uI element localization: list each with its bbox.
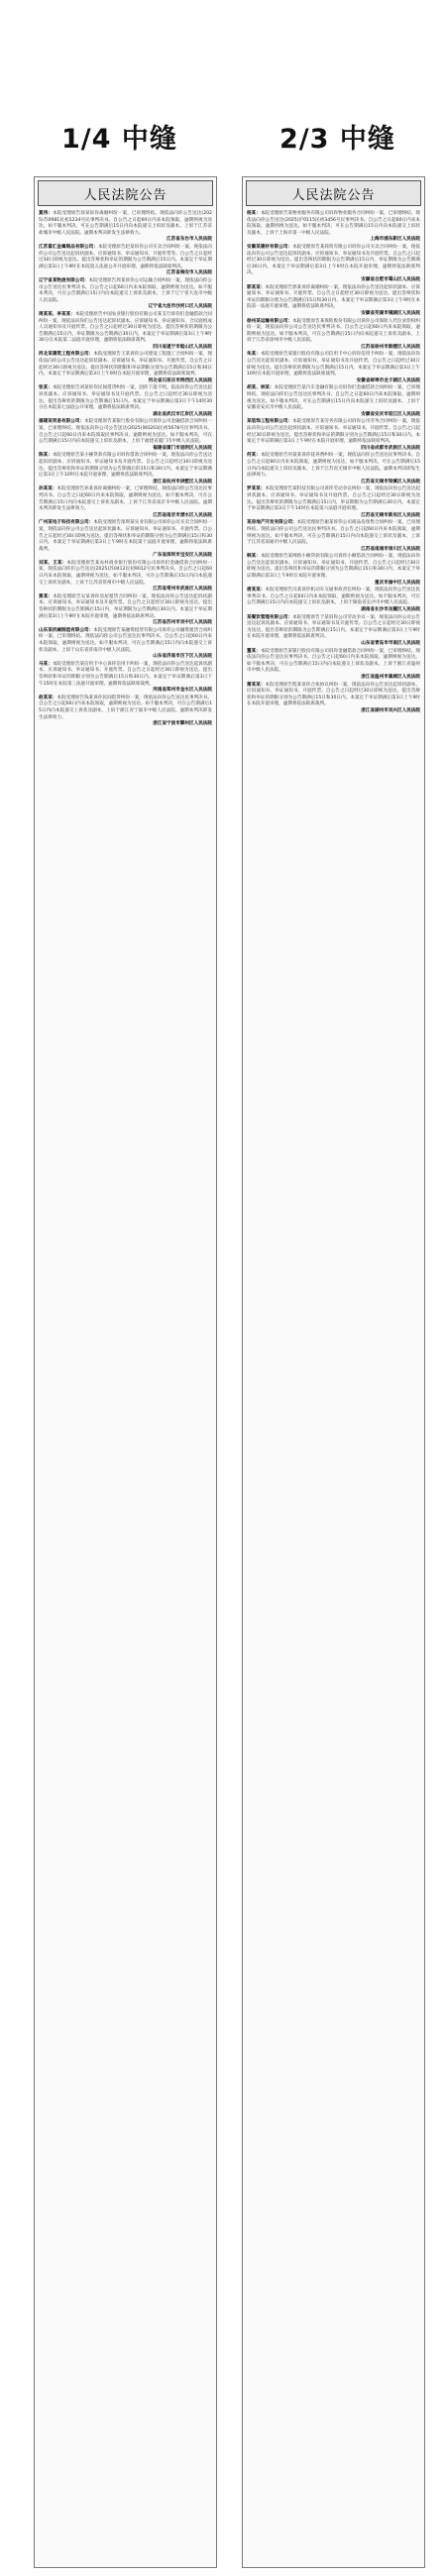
notice-text: 本院受理原告某商贸有限公司诉你公司买卖合同纠纷一案，现依法向你公司公告送达起诉状副本、应诉通知书、举证通知书及开庭传票。自公告之日起经过30日即视为送达。提出答辩状的期限为公告期满后15日内，举证期限为公告期满后30日内。本案定于举证期满后第3日上午9时在本院开庭审理，逾期将依法缺席判决。 <box>247 244 420 276</box>
notice-court: 安徽省安庆市迎江区人民法院 <box>361 411 420 417</box>
announcement-column-right <box>242 176 425 2568</box>
notice-item <box>39 628 212 661</box>
notice-item <box>39 486 212 519</box>
notice-party: 徐州某运输有限公司： <box>247 318 293 324</box>
notice-item <box>247 211 420 244</box>
notice-list <box>35 209 216 728</box>
notice-party: 董某： <box>247 648 261 654</box>
notice-item <box>247 285 420 318</box>
notice-item <box>247 453 420 485</box>
notice-party: 陈某： <box>39 453 53 459</box>
notice-party: 夏伟： <box>39 211 54 216</box>
notice-text: 本院受理原告刘某诉你民间借贷纠纷一案，因你下落不明，依法向你公告送达起诉状副本、应诉通知书、举证通知书及开庭传票。自公告之日起经过30日即视为送达。提出答辩状的期限为公告期满后15日内。本案定于举证期满后第3日下午14时30分在本院第七法庭公开审理，逾期将依法缺席判决。 <box>39 385 212 411</box>
notice-text: 本院受理原告何某某诉你抚养费纠纷一案，现依法向你公告送达民事判决书。自公告之日起60日内来本院领取，逾期则视为送达。如不服本判决，可在公告期满后15日内向本院递交上诉状及副本，上诉于江苏省无锡市中级人民法院。逾期本判决即发生法律效力。 <box>247 453 420 479</box>
notice-item <box>39 520 212 560</box>
notice-item <box>39 211 212 244</box>
notice-party: 某房地产开发有限公司： <box>247 520 297 526</box>
notice-party: 某装饰工程有限公司： <box>247 419 293 425</box>
notice-court: 辽宁省大连市沙河口区人民法院 <box>148 304 212 310</box>
notice-text: 本院受理原告于某诉你公司劳动争议一案，现依法向你公司公告送达起诉状副本、应诉通知书、举证通知书及开庭传票。自公告之日起经过30日即视为送达。提出答辩状的期限为公告期满后15日内。本案定于举证期满后第3日上午9时在本院开庭审理，逾期将依法缺席判决。 <box>247 614 420 640</box>
notice-party: 萧某某： <box>247 682 266 688</box>
notice-court: 福建省厦门市思明区人民法院 <box>153 445 212 451</box>
notice-text: 本院受理原告冯某诉你机动车交通事故责任纠纷一案，现依法向你公告送达民事判决书。自公告之日起60日内来本院领取，逾期则视为送达。如不服本判决，可在公告期满后15日内向本院递交上诉状及副本，上诉于湖南省长沙市中级人民法院。 <box>247 588 420 606</box>
notice-court: 安徽省芜湖市镜湖区人民法院 <box>361 310 420 316</box>
notice-court: 湖南省长沙市岳麓区人民法院 <box>361 607 420 613</box>
notice-item <box>39 453 212 485</box>
notice-text: 本院受理原告某汽车金融有限公司诉你们金融借款合同纠纷一案，已审理终结。现依法向你们公告送达民事判决书。自公告之日起60日内来本院领取，逾期则视为送达。如不服本判决，可在公告期满后15日内向本院递交上诉状及副本，上诉于安徽省安庆市中级人民法院。 <box>247 385 420 411</box>
notice-party: 张某： <box>39 385 53 391</box>
notice-party: 罗某某： <box>247 486 266 492</box>
page-label-left: 1/4 中缝 <box>61 124 177 155</box>
notice-court: 四川省遂宁市船山区人民法院 <box>153 344 212 350</box>
notice-party: 福建某贸易有限公司： <box>39 419 85 425</box>
notice-court: 江苏省海安市人民法院 <box>167 270 212 276</box>
notice-court: 浙江省杭州市拱墅区人民法院 <box>153 479 212 484</box>
notice-text: 本院受理原告郭某诉你离婚纠纷一案，现依法向你公告送达起诉状副本、应诉通知书、举证通知书、开庭传票。自公告之日起经过30日即视为送达。提出答辩状和举证的期限分别为公告期满后15日和30日内。本案定于举证期满后第3日上午9时在本院第一法庭开庭审理，逾期将依法缺席判决。 <box>247 284 420 310</box>
notice-court: 江苏省徐州市鼓楼区人民法院 <box>361 344 420 350</box>
notice-court: 浙江省宁波市鄞州区人民法院 <box>153 721 212 727</box>
notice-item <box>247 385 420 418</box>
notice-text: 本院受理原告某银行股份有限公司信用卡中心诉你信用卡纠纷一案，现依法向你公告送达起诉状副本、应诉通知书、举证通知书及开庭传票。自公告之日起经过30日即视为送达。提出答辩状的期限为公告期满后15日内。本案定于举证期满后第3日上午10时在本院开庭审理，逾期将依法缺席裁判。 <box>247 352 420 377</box>
notice-text: 本院受理原告某银行股份有限公司诉你金融借款合同纠纷一案，已审理终结。现依法向你公告送达民事判决书。自公告之日起60日内来本院领取，逾期则视为送达。如不服本判决，可在公告期满后15日内向本院递交上诉状及副本，上诉于浙江省温州市中级人民法院。 <box>247 648 420 674</box>
notice-court: 山东省青岛市市南区人民法院 <box>361 641 420 646</box>
notice-text: 本院受理原告孙某诉你离婚纠纷一案，已审理终结，现依法向你公告送达民事判决书。自公告之日起60日内来本院领取，逾期则视为送达。如不服本判决，可在公告期满后15日内向本院递交上诉状及副本，上诉于江苏省南京市中级人民法院。逾期本判决即发生法律效力。 <box>39 486 212 512</box>
notice-text: 本院受理原告某银行股份有限公司诉你公司金融借款合同纠纷一案，已审理终结。现依法向你公司公告送达(2025)闽0203民初5678号民事判决书。自公告之日起60日内来本院领取民事判决书，逾期则视为送达。如不服本判决，可在公告期满后15日内向本院递交上诉状及副本，上诉于福建省厦门市中级人民法院。 <box>39 419 212 445</box>
notice-text: 本院受理原告某网络小额贷款有限公司诉你小额借款合同纠纷一案，现依法向你公告送达起诉状副本、应诉通知书、举证通知书、开庭传票。自公告之日起经过30日即视为送达。提出答辩状和举证的期限分别为公告期满后15日和30日内。本案定于举证期满后第3日上午9时在本院开庭审理。 <box>247 554 420 580</box>
notice-text: 本院受理原告某保险股份有限公司诉你公司保险人代位求偿权纠纷一案，现依法向你公司公告送达民事判决书。自公告之日起60日内来本院领取，逾期则视为送达。如不服本判决，可在公告期满后15日内向本院递交上诉状及副本，上诉于江苏省徐州市中级人民法院。 <box>247 318 420 344</box>
notice-party: 刘某、王某： <box>39 560 67 566</box>
notice-text: 本院受理原告中国农业银行股份有限公司某支行诉你们金融借款合同纠纷一案，现依法向你们公告送达起诉状副本、应诉通知书、举证通知书、合议庭组成人员通知书及开庭传票。自公告之日起经过30日即视为送达。提出答辩状的期限为公告期满后15日内，举证期限为公告期满后30日内。本案定于举证期满后第3日上午9时30分在本院第二法庭开庭审理，逾期将依法缺席裁判。 <box>39 311 212 344</box>
notice-court: 安徽省蚌埠市龙子湖区人民法院 <box>356 377 420 383</box>
notice-text: 本院受理原告某物业服务有限公司诉你物业服务合同纠纷一案，已审理终结。现依法向你公告送达(2025)沪0115民初3456号民事判决书。自公告之日起60日内来本院领取，逾期则视为送达。如不服本判决，可在公告期满后15日内向本院递交上诉状及副本，上诉于上海市第一中级人民法院。 <box>247 211 420 236</box>
notice-item <box>39 594 212 627</box>
notice-court: 河北省石家庄市桥西区人民法院 <box>148 377 212 383</box>
notice-item <box>247 615 420 648</box>
notice-court: 四川省成都市武侯区人民法院 <box>361 445 420 451</box>
notice-party: 朱某： <box>247 352 261 358</box>
notice-court: 广东省深圳市宝安区人民法院 <box>153 553 212 559</box>
notice-text: 本院受理原告深圳某实业有限公司诉你公司买卖合同纠纷一案，现依法向你公司公告送达起诉状副本、应诉通知书、举证通知书、开庭传票。自公告之日起经过30日即视为送达。提出答辩状和举证的期限分别为公告期满后15日和30日内。本案定于举证期满后第3日上午9时在本院第十法庭开庭审理，逾期将依法缺席裁判。 <box>39 520 212 552</box>
notice-party: 何某： <box>247 453 261 459</box>
notice-item <box>247 352 420 384</box>
notice-court: 江苏省苏州市吴中区人民法院 <box>153 620 212 626</box>
notice-party: 唐某某： <box>247 588 266 593</box>
notice-court: 河南省郑州市金水区人民法院 <box>153 688 212 694</box>
notice-text: 本院受理原告吴某诉你房屋租赁合同纠纷一案，现依法向你公告送达起诉状副本、应诉通知书、举证通知书及开庭传票。自公告之日起经过30日即视为送达。提出答辩状的期限为公告期满后15日内，举证期限为公告期满后30日内。本案定于举证期满后第3日上午9时在本院开庭审理，逾期将依法缺席判决。 <box>39 593 212 619</box>
notice-item <box>247 588 420 613</box>
notice-text: 本院受理原告钱某诉你民间借贷纠纷一案，现依法向你公告送达民事判决书。自公告之日起60日内来本院领取，逾期则视为送达。如不服本判决，可在公告期满后15日内向本院递交上诉状及副本，上诉于浙江省宁波市中级人民法院。逾期本判决即发生法律效力。 <box>39 695 212 720</box>
notice-party: 周某某、李某某： <box>39 311 75 317</box>
notice-item <box>247 319 420 352</box>
notice-party: 胡某、林某： <box>247 385 275 391</box>
notice-court: 江苏省无锡市梁溪区人民法院 <box>361 479 420 484</box>
notice-item <box>39 561 212 593</box>
notice-text: 本院受理原告某融资租赁有限公司诉你公司融资租赁合同纠纷一案，已审理终结。现依法向你公司公告送达民事判决书。自公告之日起60日内来本院领取，逾期则视为送达。如不服本判决，可在公告期满后15日内向本院递交上诉状及副本，上诉于山东省济南市中级人民法院。 <box>39 627 212 653</box>
notice-court: 湖北省武汉市江岸区人民法院 <box>153 411 212 417</box>
notice-party: 赵某某： <box>39 695 57 700</box>
notice-party: 郭某某： <box>247 284 266 290</box>
notice-item <box>247 419 420 452</box>
notice-court: 江苏省无锡市新吴区人民法院 <box>361 512 420 518</box>
notice-court: 浙江省温州市鹿城区人民法院 <box>361 674 420 680</box>
notice-party: 山东某机械制造有限公司： <box>39 627 94 633</box>
notice-item <box>39 245 212 277</box>
notice-court: 上海市浦东新区人民法院 <box>370 237 420 243</box>
notice-party: 广州某电子科技有限公司： <box>39 520 94 526</box>
notice-text: 本院受理原告徐某诉你离婚纠纷一案，已审理终结。现依法向你公告送达(2025)苏0981民初1234号民事判决书。自公告之日起60日内来本院领取，逾期则视为送达。如不服本判决，可在公告期满后15日内向本院递交上诉状及副本，上诉于江苏省盐城市中级人民法院。逾期本判决即发生法律效力。 <box>39 211 212 236</box>
notice-text: 本院受理原告赵某诉你公司买卖合同纠纷一案，现依法向你公司公告送达起诉状副本、应诉通知书、举证通知书、开庭传票等。自公告之日起经过30日即视为送达。提出答辩状和举证的期限为公告期满后15日内。本案定于举证期满后第3日上午9时在本院第五法庭公开开庭审理，逾期将依法缺席判决。 <box>39 244 212 269</box>
notice-item <box>247 683 420 715</box>
notice-item <box>247 554 420 587</box>
notice-text: 本院受理原告某小额贷款有限公司诉你借款合同纠纷一案，现依法向你公告送达起诉状副本、应诉通知书、举证通知书及开庭传票。自公告之日起经过30日即视为送达。提出答辩状和举证的期限分别为公告期满后的15日和30日内。本案定于举证期满后第3日上午10时在本院开庭审理，逾期将依法缺席判决。 <box>39 453 212 479</box>
notice-item <box>247 245 420 284</box>
notice-party: 河北某建筑工程有限公司： <box>39 352 94 358</box>
notice-item <box>39 278 212 311</box>
page-label-right: 2/3 中缝 <box>279 124 395 155</box>
notice-item <box>39 419 212 452</box>
announcement-column-left <box>34 176 217 2568</box>
notice-party: 马某： <box>39 661 53 667</box>
notice-party: 安徽某建材有限公司： <box>247 244 293 250</box>
notice-court: 江苏省东台市人民法院 <box>167 237 212 243</box>
notice-party: 黄某： <box>39 593 54 599</box>
notice-item <box>247 520 420 553</box>
column-title: 人民法院公告 <box>246 180 421 206</box>
notice-court: 江苏省常州市武进区人民法院 <box>153 587 212 592</box>
notice-item <box>39 385 212 418</box>
notice-list <box>243 209 424 715</box>
notice-party: 韩某： <box>247 554 261 560</box>
notice-party: 辽宁省某物流有限公司： <box>39 277 89 283</box>
notice-item <box>247 486 420 519</box>
notice-court: 山东省济南市历下区人民法院 <box>153 654 212 660</box>
notice-party: 孙某某： <box>39 486 57 492</box>
notice-court: 重庆市渝中区人民法院 <box>375 580 420 586</box>
notice-item <box>247 649 420 682</box>
notice-court: 安徽省合肥市蜀山区人民法院 <box>361 276 420 282</box>
notice-court: 江苏省南京市溧水区人民法院 <box>153 512 212 518</box>
notice-party: 某餐饮管理有限公司： <box>247 614 293 620</box>
notice-text: 本院受理原告王某诉你公司建设工程施工合同纠纷一案，现依法向你公司公告送达起诉状副本、应诉通知书、举证通知书、开庭传票。自公告之日起经过30日即视为送达。提出答辩状的期限和举证期限分别为公告期满后15日和30日内。本案定于举证期满后第3日上午9时在本院开庭审理，逾期将依法缺席裁判。 <box>39 352 212 377</box>
notice-party: 江苏富汇金属制品有限公司： <box>39 244 98 250</box>
notice-item <box>39 696 212 728</box>
notice-item <box>39 662 212 695</box>
notice-text: 本院受理原告某科技有限公司诉你劳动争议纠纷一案，现依法向你公告送达起诉状副本、应诉通知书、举证通知书及开庭传票。自公告之日起经过30日即视为送达。提出答辩状的期限为公告期满后15日内，举证期限为公告期满后30日内。本案定于举证期满后第3日下午14时在本院第六法庭开庭审理。 <box>247 486 420 512</box>
notice-court: 浙江省湖州市吴兴区人民法院 <box>361 707 420 713</box>
notice-court: 江苏省南通市崇川区人民法院 <box>361 546 420 552</box>
notice-text: 本院受理原告某信用卡中心诉你信用卡纠纷一案，现依法向你公告送达起诉状副本、应诉通知书、举证通知书、开庭传票。自公告之日起经过30日即视为送达。提出答辩状和举证的期限分别为公告期满后15日和30日内。本案定于举证期满后第3日下午15时在本院第三法庭开庭审理，逾期将依法缺席裁判。 <box>39 661 212 687</box>
notice-text: 本院受理原告某劳务有限公司诉你公司劳务合同纠纷一案，现依法向你公司公告送达起诉状副本、应诉通知书、举证通知书、开庭传票。自公告之日起经过30日即视为送达。提出答辩状和举证的期限分别为公告期满后15日和30日内。本案定于举证期满后第3日上午9时在本院开庭审理，逾期将依法缺席判决。 <box>247 419 420 445</box>
notice-text: 本院受理原告周某诉你公司运输合同纠纷一案，现依法向你公司公告送达民事判决书。自公告之日起60日内来本院领取，逾期则视为送达。如不服本判决，可在公告期满后15日内向本院递交上诉状及副本，上诉于辽宁省大连市中级人民法院。 <box>39 277 212 303</box>
notice-text: 本院受理原告谢某诉你公司商品房预售合同纠纷一案，已审理终结。现依法向你公司公告送达民事判决书。自公告之日起60日内来本院领取，逾期则视为送达。如不服本判决，可在公告期满后15日内向本院递交上诉状及副本，上诉于江苏省南通市中级人民法院。 <box>247 520 420 546</box>
notice-party: 杨某： <box>247 211 261 216</box>
notice-text: 本院受理原告某农村商业银行股份有限公司诉你们金融借款合同纠纷一案，现依法向你们公告送达(2025)苏0412民初9012号民事判决书。自公告之日起60日内来本院领取，逾期则视为送达。如不服本判决，可在公告期满后15日内向本院递交上诉状及副本，上诉于江苏省常州市中级人民法院。 <box>39 560 212 586</box>
column-title: 人民法院公告 <box>38 180 213 206</box>
notice-item <box>39 312 212 352</box>
notice-item <box>39 352 212 384</box>
notice-text: 本院受理原告程某诉你合伙协议纠纷一案，现依法向你公告送达起诉状副本、应诉通知书、举证通知书、开庭传票。自公告之日起经过30日即视为送达。提出答辩状和举证的期限分别为公告期满后15日和30日内。本案定于举证期满后第3日上午9时在本院开庭审理，逾期将依法缺席裁判。 <box>247 682 420 707</box>
